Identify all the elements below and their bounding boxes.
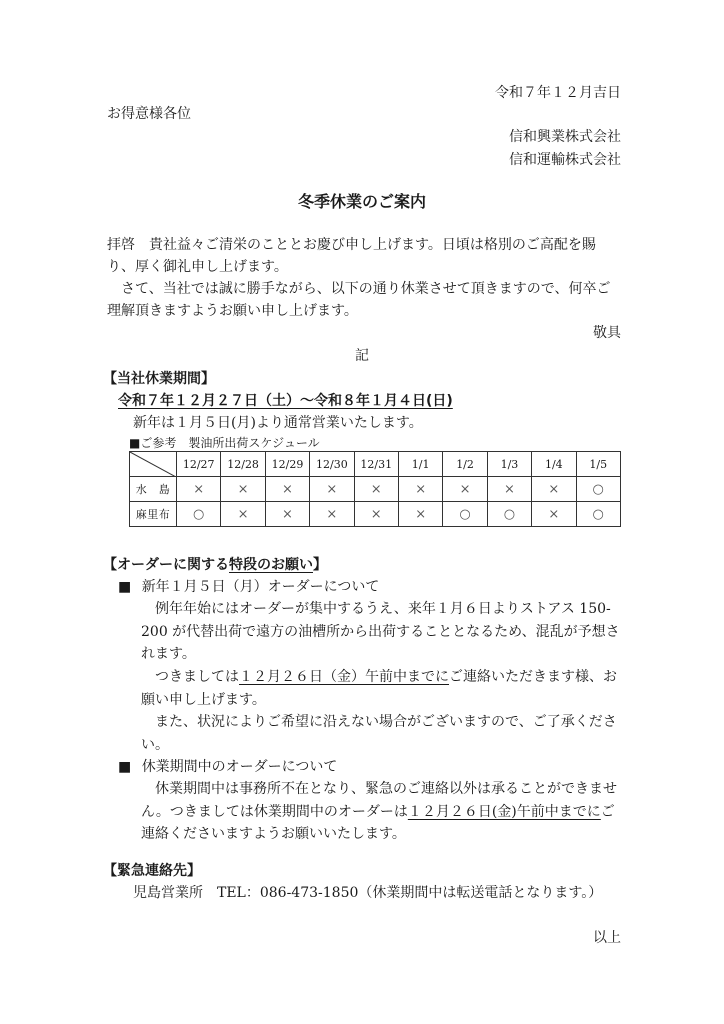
- schedule-mark: ○: [443, 502, 487, 527]
- date-header: 1/1: [398, 452, 442, 477]
- schedule-mark: ×: [221, 502, 265, 527]
- date-header: 1/3: [487, 452, 531, 477]
- schedule-mark: ○: [177, 502, 221, 527]
- diagonal-line-icon: [130, 452, 176, 477]
- request-heading-suffix: 】: [313, 557, 327, 573]
- holiday-period: 令和７年１２月２７日（土）～令和８年１月４日(日): [118, 393, 453, 409]
- sender-company-1: 信和興業株式会社: [509, 129, 621, 145]
- p1-text-b: ご連絡くださいますようお願いいたします。: [141, 803, 615, 842]
- date-header: 1/5: [576, 452, 620, 477]
- schedule-mark: ×: [221, 477, 265, 502]
- schedule-mark: ×: [532, 502, 576, 527]
- date-header: 12/29: [265, 452, 309, 477]
- bullet-square-icon: ■: [118, 759, 132, 775]
- date-header: 1/4: [532, 452, 576, 477]
- schedule-mark: ○: [576, 477, 620, 502]
- table-row: [130, 502, 621, 527]
- schedule-mark: ×: [177, 477, 221, 502]
- request-item-1-title: [118, 576, 379, 596]
- p2-text-b: ご連絡いただきます様、お願い申し上げます。: [141, 669, 617, 708]
- ki-marker: 記: [355, 348, 369, 364]
- request-item-2-paragraph: [141, 778, 623, 846]
- request-item-1-paragraph-3: また、状況によりご希望に沿えない場合がございますので、ご了承ください。: [141, 714, 617, 753]
- date-header: 12/31: [354, 452, 398, 477]
- table-header-row: [130, 452, 621, 477]
- shipping-schedule-table: [129, 451, 621, 527]
- holiday-heading: 【当社休業期間】: [103, 371, 215, 387]
- schedule-caption: ■ご参考 製油所出荷スケジュール: [129, 436, 320, 450]
- schedule-mark: ×: [398, 477, 442, 502]
- request-item-1-paragraph-1: 例年年始にはオーダーが集中するうえ、来年１月６日よりストアス 150-200 が代替出荷で遠方の油槽所から出荷することとなるため、混乱が予想されます。: [141, 601, 620, 662]
- date-header: 12/30: [310, 452, 354, 477]
- emergency-contact: 児島営業所 TEL：086-473-1850（休業期間中は転送電話となります。）: [133, 885, 603, 901]
- p2-text-a: つきましては: [155, 669, 239, 685]
- greeting-paragraph-2: さて、当社では誠に勝手ながら、以下の通り休業させて頂きますので、何卒ご理解頂きますようお願い申し上げます。: [107, 281, 611, 319]
- schedule-mark: ×: [532, 477, 576, 502]
- resume-notice: 新年は１月５日(月)より通常営業いたします。: [133, 415, 423, 431]
- schedule-mark: ×: [354, 477, 398, 502]
- request-heading-emphasis: 特段のお願い: [229, 557, 313, 573]
- schedule-mark: ○: [576, 502, 620, 527]
- closing-keigu: 敬具: [593, 325, 621, 341]
- p1-text-a: 休業期間中は事務所不在となり、緊急のご連絡以外は承ることができません。つきましては休業期間中のオーダーは: [141, 781, 617, 820]
- schedule-mark: ×: [398, 502, 442, 527]
- schedule-mark: ×: [354, 502, 398, 527]
- diagonal-corner-cell: [130, 452, 177, 477]
- date-header: 12/28: [221, 452, 265, 477]
- page-title: 冬季休業のご案内: [297, 192, 426, 211]
- schedule-mark: ×: [487, 477, 531, 502]
- deadline-underlined: １２月２６日(金)午前中までに: [407, 803, 601, 820]
- date-header: 12/27: [177, 452, 221, 477]
- bullet-square-icon: ■: [118, 579, 132, 595]
- greeting-paragraph-1: 拝啓 貴社益々ご清栄のこととお慶び申し上げます。日頃は格別のご高配を賜り、厚く御礼申し上げます。: [107, 237, 596, 275]
- ending-ijou: 以上: [593, 930, 621, 946]
- request-heading-prefix: 【オーダーに関する: [103, 557, 229, 573]
- schedule-mark: ×: [443, 477, 487, 502]
- recipient: お得意様各位: [107, 106, 191, 122]
- item-title: 新年１月５日（月）オーダーについて: [141, 579, 380, 595]
- request-item-2-title: [118, 756, 337, 776]
- table-row: [130, 477, 621, 502]
- deadline-underlined: １２月２６日（金）午前中までに: [239, 669, 449, 685]
- row-label-marifu: 麻里布: [130, 502, 177, 527]
- schedule-mark: ×: [310, 477, 354, 502]
- item-title: 休業期間中のオーダーについて: [141, 759, 338, 775]
- schedule-mark: ×: [265, 502, 309, 527]
- request-heading: [103, 554, 327, 574]
- date-header: 1/2: [443, 452, 487, 477]
- emergency-heading: 【緊急連絡先】: [103, 863, 201, 879]
- request-item-1-paragraph-2: [141, 666, 623, 711]
- document-date: 令和７年１２月吉日: [495, 85, 621, 101]
- sender-company-2: 信和運輸株式会社: [509, 152, 621, 168]
- schedule-mark: ×: [310, 502, 354, 527]
- row-label-mizushima: 水 島: [130, 477, 177, 502]
- schedule-mark: ○: [487, 502, 531, 527]
- schedule-mark: ×: [265, 477, 309, 502]
